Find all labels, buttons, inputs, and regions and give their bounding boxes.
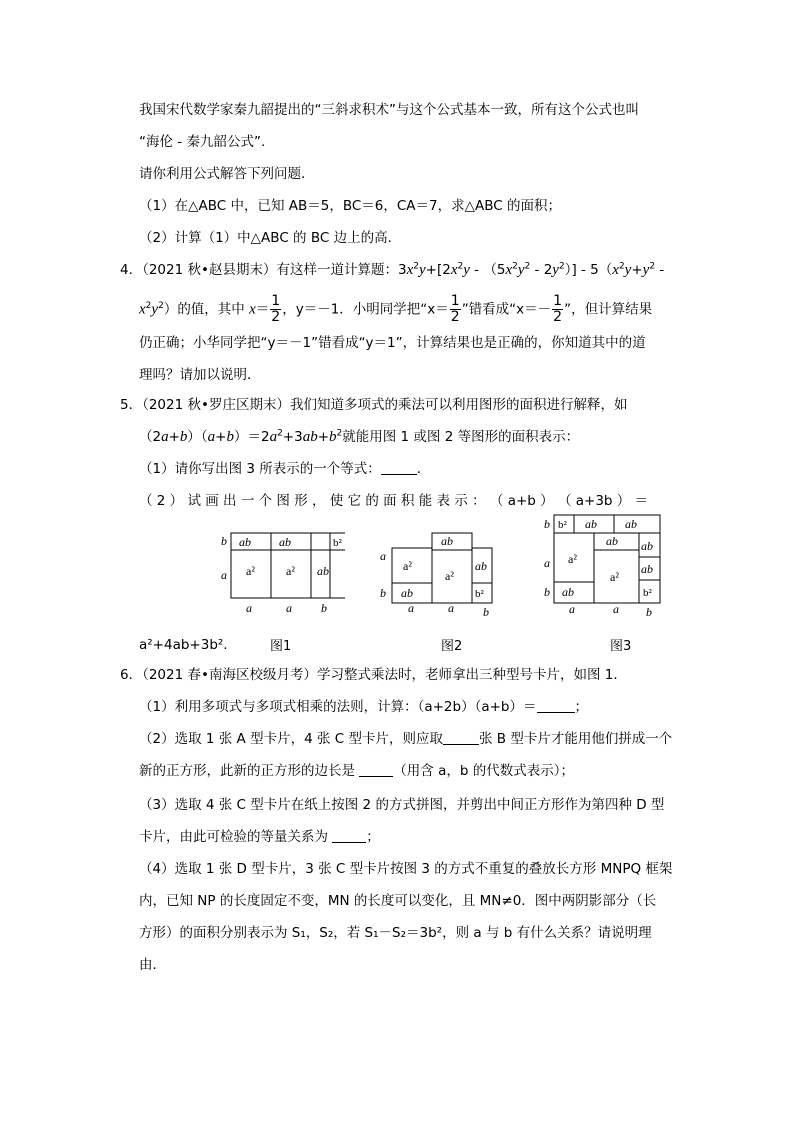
problem-4-line-4: 理吗？请加以说明． (139, 367, 261, 383)
fig3-a2-2: a² (610, 570, 619, 584)
answer-blank[interactable] (443, 731, 479, 745)
answer-blank[interactable] (332, 829, 366, 843)
fig2-a-bottom-1: a (408, 601, 414, 615)
problem-6-line-1: 6．（2021 春•南海区校级月考）学习整式乘法时，老师拿出三种型号卡片，如图 1． (120, 667, 627, 683)
figure-3-diagram (540, 512, 665, 622)
problem-5-line-1: 5．（2021 秋•罗庄区期末）我们知道多项式的乘法可以利用图形的面积进行解释，如 (120, 397, 628, 413)
fig3-a-bottom-1: a (569, 602, 575, 616)
fraction: $\frac{1}{2}$ (553, 293, 563, 325)
fig2-ab-2: ab (441, 534, 453, 548)
fig2-b-left: b (380, 586, 386, 600)
problem-4-source: （2021 秋•赵县期末） (142, 262, 277, 278)
problem-6-question-4-line-1: （4）选取 1 张 D 型卡片，3 张 C 型卡片按图 3 的方式不重复的叠放长方形 MNPQ 框架 (139, 861, 673, 877)
problem-5-question-1: （1）请你写出图 3 所表示的一个等式： ． (139, 461, 431, 477)
figure-3-caption: 图3 (610, 639, 632, 654)
problem-4-number: 4． (120, 262, 143, 278)
fig2-b-bottom: b (483, 605, 489, 619)
intro-line-2: “海伦 - 秦九韶公式”. (139, 134, 266, 150)
fig1-a2-2: a² (286, 564, 295, 578)
problem-5-line-2: $(2a+b)(a+b)=2a^2+3ab+b^2$就能用图 1 或图 2 等图形的面积表示： (139, 428, 580, 445)
figure-2-caption: 图2 (441, 639, 463, 654)
answer-blank[interactable] (381, 461, 417, 475)
fig3-b-bottom: b (646, 605, 652, 619)
fig2-a2-1: a² (403, 559, 412, 573)
fig3-b-left-1: b (544, 517, 550, 531)
fig1-ab-1: ab (239, 535, 251, 549)
intro-question-2: （2）计算（1）中△ABC 的 BC 边上的高． (139, 230, 402, 246)
intro-line-1: 我国宋代数学家秦九韶提出的“三斜求积术”与这个公式基本一致，所有这个公式也叫 (139, 102, 639, 118)
fraction: $\frac{1}{2}$ (450, 293, 460, 325)
problem-4-line-3: 仍正确；小华同学把“y＝－1”错看成“y＝1”，计算结果也是正确的，你知道其中的道 (139, 335, 646, 351)
problem-5-question-2: （ 2 ） 试 画 出 一 个 图 形 ， 使 它 的 面 积 能 表 示 ： （ a+b ） （ a+3b ） ＝ (139, 493, 649, 509)
problem-4-expression: $3x^2y+[2x^2y - (5x^2y^2 - 2y^2)] - 5(x^2y+y^2$ - (397, 261, 665, 278)
figure-2-diagram (375, 530, 505, 620)
fig1-b-left: b (221, 534, 227, 548)
fig2-ab-1: ab (401, 586, 413, 600)
problem-5-number: 5． (120, 397, 143, 413)
fig2-a2-2: a² (445, 569, 454, 583)
fraction: $\frac{1}{2}$ (271, 293, 281, 325)
fig1-ab-2: ab (279, 535, 291, 549)
fig3-ab-top-2: ab (625, 517, 637, 531)
figure-1-caption: 图1 (270, 639, 292, 654)
fig2-a-left: a (380, 549, 386, 563)
problem-6-question-4-line-4: 由． (139, 957, 166, 973)
fig3-a-left: a (544, 556, 550, 570)
fig1-a-bottom-1: a (246, 601, 252, 615)
fig2-ab-3: ab (475, 559, 487, 573)
problem-6-question-1: （1）利用多项式与多项式相乘的法则，计算：（a+2b）（a+b）＝ ； (139, 699, 588, 715)
fig3-ab-top-1: ab (585, 517, 597, 531)
intro-question-1: （1）在△ABC 中，已知 AB＝5，BC＝6，CA＝7，求△ABC 的面积； (139, 198, 561, 214)
problem-6-number: 6． (120, 667, 143, 683)
problem-6-question-3-line-2: 卡片，由此可检验的等量关系为 ； (139, 829, 380, 845)
problem-6-question-3-line-1: （3）选取 4 张 C 型卡片在纸上按图 2 的方式拼图，并剪出中间正方形作为第四种 D 型 (139, 797, 665, 813)
fig3-b2-bottom: b² (643, 587, 652, 599)
fig3-ab-1: ab (562, 585, 574, 599)
problem-6-question-4-line-3: 方形）的面积分别表示为 S₁，S₂，若 S₁－S₂＝3b²，则 a 与 b 有什么关系？请说明理 (139, 925, 652, 941)
fig2-b2: b² (475, 588, 484, 600)
intro-line-3: 请你利用公式解答下列问题． (139, 166, 315, 182)
answer-blank[interactable] (537, 699, 575, 713)
problem-6-question-2-line-2: 新的正方形，此新的正方形的边长是 （用含 a，b 的代数式表示）； (139, 763, 574, 779)
problem-4-line-2: $x^2y^2$）的值，其中 x＝ $\frac{1}{2}$ ，y＝－1．小明同学把“x＝ $\frac{1}{2}$ ”错看成“x＝－ $\frac{1}{2}$ ”，但计算结果 (139, 293, 653, 325)
figure-1-diagram (215, 530, 345, 620)
fig3-ab-3: ab (641, 539, 653, 553)
fig1-b2: b² (333, 537, 342, 549)
fig1-ab-3: ab (317, 564, 329, 578)
problem-6-question-2-line-1: （2）选取 1 张 A 型卡片，4 张 C 型卡片，则应取 张 B 型卡片才能用他们拼成一个 (139, 731, 673, 747)
fig3-ab-4: ab (641, 562, 653, 576)
fig1-a-left: a (221, 568, 227, 582)
fig1-b-bottom: b (321, 601, 327, 615)
answer-blank[interactable] (359, 763, 393, 777)
problem-4-line-1: 4．（2021 秋•赵县期末）有这样一道计算题：$3x^2y+[2x^2y - (5x^2y^2 - 2y^2)] - 5(x^2y+y^2$ - (120, 261, 665, 278)
fig3-b-left-2: b (544, 585, 550, 599)
fig1-a-bottom-2: a (286, 601, 292, 615)
fig3-ab-2: ab (606, 534, 618, 548)
fig3-b2-top: b² (558, 519, 567, 531)
problem-5-question-2-end: a²+4ab+3b². (139, 637, 228, 653)
fig3-a2-1: a² (568, 552, 577, 566)
fig2-a-bottom-2: a (448, 601, 454, 615)
problem-6-question-4-line-2: 内，已知 NP 的长度固定不变，MN 的长度可以变化，且 MN≠0．图中两阴影部分（长 (139, 893, 657, 909)
fig1-a2-1: a² (246, 564, 255, 578)
fig3-a-bottom-2: a (613, 602, 619, 616)
